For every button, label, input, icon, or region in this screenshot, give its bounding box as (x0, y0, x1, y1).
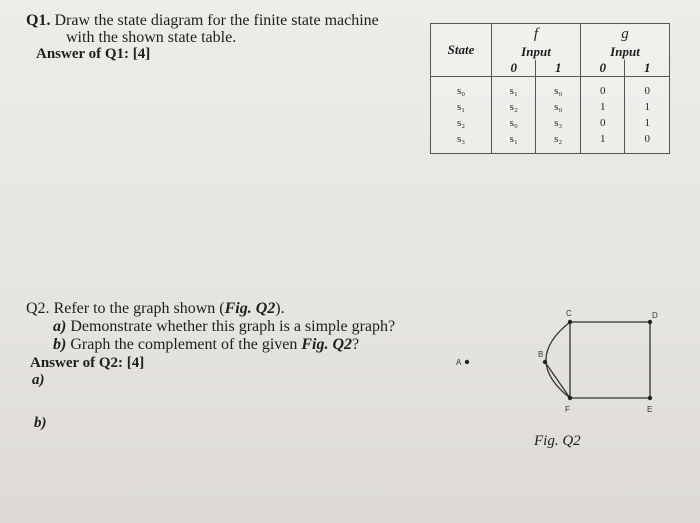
table-row (431, 131, 670, 154)
q2-part-b-post: ? (352, 336, 360, 353)
vertex-b (543, 360, 547, 364)
state-cell: s₂ (431, 115, 492, 131)
q1-question (26, 12, 379, 30)
q1-text-line2: with the shown state table. (66, 29, 237, 46)
vertex-label-f: F (565, 405, 570, 414)
vertex-f (568, 396, 572, 400)
vertex-label-e: E (647, 405, 653, 414)
q1-answer-label: Answer of Q1: [4] (36, 46, 151, 62)
f1-cell: s₂ (536, 131, 581, 154)
vertex-e (648, 396, 652, 400)
state-cell: s₃ (431, 131, 492, 154)
vertex-label-a: A (456, 358, 462, 367)
vertex-a (465, 360, 469, 364)
f1-cell: s₀ (536, 77, 581, 100)
q2-text-pre: Refer to the graph shown ( (53, 300, 225, 317)
g1-cell: 0 (625, 131, 670, 154)
q2-part-b-fig: Fig. Q2 (301, 336, 353, 353)
q2-answer-label: Answer of Q2: [4] (30, 355, 145, 371)
q2-part-a (53, 318, 395, 336)
table-row (431, 115, 670, 131)
f-input-1: 1 (536, 60, 581, 77)
vertex-label-b: B (538, 350, 544, 359)
q1-text-line1: Draw the state diagram for the finite state machine (54, 12, 379, 29)
vertex-c (568, 320, 572, 324)
f-input-0: 0 (492, 60, 536, 77)
edge-c-f-curve (546, 322, 570, 398)
figure-caption: Fig. Q2 (534, 433, 581, 449)
g0-cell: 0 (580, 77, 624, 100)
f0-cell: s₀ (492, 115, 536, 131)
g-input-0: 0 (580, 60, 624, 77)
q2-answer-a: a) (32, 372, 45, 388)
q2-number: Q2. (26, 300, 50, 317)
g0-cell: 1 (580, 131, 624, 154)
g-input-1: 1 (625, 60, 670, 77)
f-header: f (492, 24, 581, 45)
f0-cell: s₂ (492, 99, 536, 115)
q2-part-b-text: Graph the complement of the given (70, 336, 298, 353)
table-row (431, 99, 670, 115)
f0-cell: s₁ (492, 77, 536, 100)
state-cell: s₁ (431, 99, 492, 115)
graph-figure (440, 300, 680, 430)
q1-number: Q1. (26, 12, 51, 29)
g0-cell: 0 (580, 115, 624, 131)
q2-part-a-label: a) (53, 318, 67, 335)
q2-part-b-label: b) (53, 336, 67, 353)
g-input-label: Input (580, 44, 669, 60)
q2-text-post: ). (275, 300, 285, 317)
q2-part-a-text: Demonstrate whether this graph is a simple graph? (70, 318, 396, 335)
table-row (431, 77, 670, 100)
q2-part-b (53, 336, 359, 354)
g0-cell: 1 (580, 99, 624, 115)
f1-cell: s₃ (536, 115, 581, 131)
state-header: State (431, 24, 492, 77)
state-table (430, 23, 670, 154)
vertex-label-d: D (652, 311, 658, 320)
q2-question (26, 300, 285, 318)
q2-fig-ref: Fig. Q2 (224, 300, 276, 317)
f1-cell: s₀ (536, 99, 581, 115)
g1-cell: 1 (625, 115, 670, 131)
g1-cell: 0 (625, 77, 670, 100)
edge-b-f (545, 362, 570, 398)
f-input-label: Input (492, 44, 581, 60)
g1-cell: 1 (625, 99, 670, 115)
q2-answer-b: b) (34, 415, 47, 431)
state-cell: s₀ (431, 77, 492, 100)
f0-cell: s₁ (492, 131, 536, 154)
g-header: g (580, 24, 669, 45)
vertex-label-c: C (566, 309, 572, 318)
vertex-d (648, 320, 652, 324)
